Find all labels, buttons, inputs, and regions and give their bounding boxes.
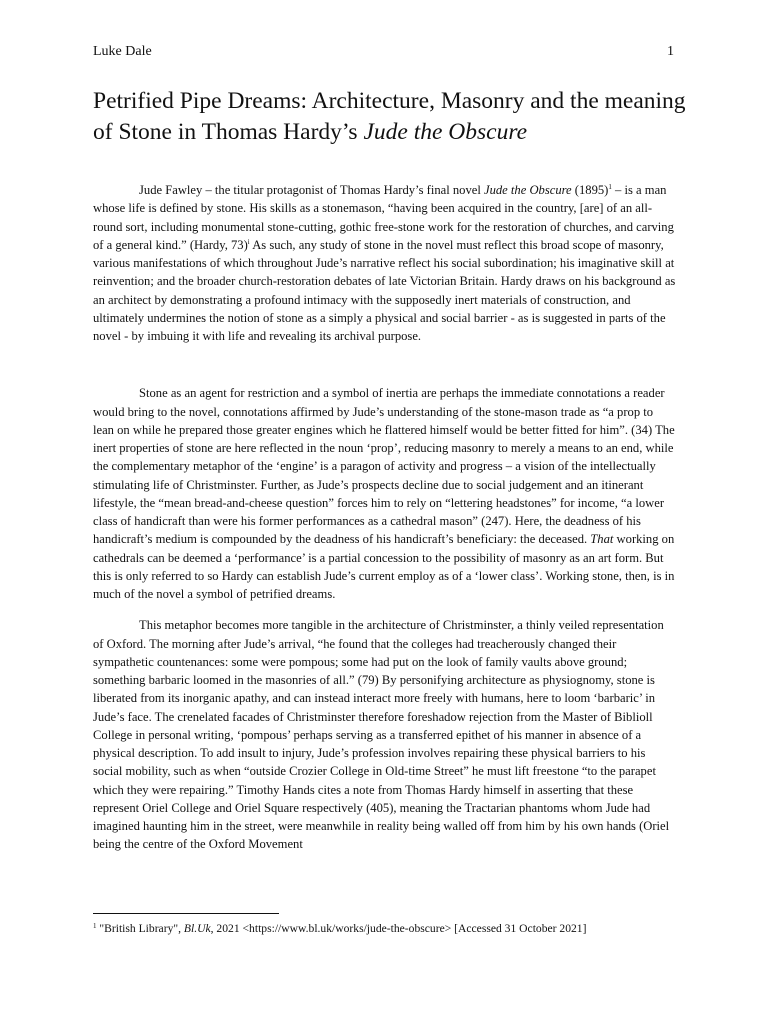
- p2-text-b: working on cathedrals can be deemed a ‘performance’ is a partial concession to the possibility of masonry as an art form. But this is only referred to so Hardy can establish Jude’s current employ as of a ‘lower class’. Working stone, then, is in much of the novel a symbol of petrified dreams.: [93, 532, 675, 601]
- p2-italic: That: [590, 532, 614, 547]
- footnote-text-a: "British Library",: [96, 922, 184, 935]
- title-italic: Jude the Obscure: [363, 119, 528, 145]
- p1-text-a: Jude Fawley – the titular protagonist of Thomas Hardy’s final novel: [139, 183, 484, 197]
- footnote-text-b: , 2021 <https://www.bl.uk/works/jude-the-obscure> [Accessed 31 October 2021]: [210, 922, 587, 935]
- p1-text-c: – is a man whose life is defined by stone. His skills as a stonemason, “having been acquired in the country, [are] of an all-round sort, including monumental stone-cutting, gothic free-stone work for the restoration of churches, and carving of a general kind.” (Hardy, 73): [93, 183, 674, 252]
- footnote: [93, 921, 693, 937]
- p2-text-a: Stone as an agent for restriction and a symbol of inertia are perhaps the immediate connotations a reader would bring to the novel, connotations affirmed by Jude’s understanding of the stone-mason trade as “a prop to lean on while he prepared those greater engines which he flattered himself would be better fitted for him”. (34) The inert properties of stone are here reflected in the noun ‘prop’, reducing masonry to merely a means to an end, while the complementary metaphor of the ‘engine’ is a paragon of activity and progress – a vision of the intellectually stimulating life of Christminster. Further, as Jude’s prospects decline due to social judgement and an itinerant lifestyle, the “mean bread-and-cheese question” forces him to rely on “lettering headstones” for income, “a lower class of handicraft than were his former performances as a cathedral mason” (247). Here, the deadness of his handicraft’s medium is compounded by the deadness of his handicraft’s beneficiary: the deceased.: [93, 386, 675, 547]
- footnote-number: 1: [93, 922, 97, 930]
- footnote-divider: [93, 913, 279, 914]
- header-author: Luke Dale: [93, 44, 152, 59]
- footnote-italic: Bl.Uk: [183, 922, 211, 935]
- p1-text-b: (1895): [571, 183, 609, 197]
- p1-italic: Jude the Obscure: [483, 183, 572, 197]
- footnote-ref-1[interactable]: 1: [608, 183, 612, 191]
- p1-text-d: As such, any study of stone in the novel must reflect this broad scope of masonry, various manifestations of which throughout Jude’s narrative reflect his social subordination; his imaginative skill at reinvention; and the broader church-restoration debates of late Victorian Britain. Hardy draws on his background as an architect by demonstrating a profound intimacy with the supposedly inert materials of construction, and ultimately undermines the notion of stone as a simply a physical and social barrier - as is suggested in parts of the novel - by imbuing it with life and revealing its archival purpose.: [93, 237, 676, 343]
- paragraph-2: [93, 384, 676, 603]
- paragraph-1: [93, 181, 676, 345]
- title-main: Petrified Pipe Dreams: Architecture, Masonry and the meaning of Stone in Thomas Hardy’s: [93, 88, 686, 145]
- body-text: [93, 181, 676, 854]
- paragraph-3: This metaphor becomes more tangible in the architecture of Christminster, a thinly veiled representation of Oxford. The morning after Jude’s arrival, “he found that the colleges had treacherously changed their sympathetic countenances: some were pompous; some had put on the look of family vaults above ground; something barbaric loomed in the masonries of all.” (79) By personifying architecture as physiognomy, stone is liberated from its inorganic apathy, and can instead interact more freely with humans, here to loom ‘barbaric’ in Jude’s face. The crenelated facades of Christminster therefore foreshadow rejection from the Master of Biblioll College in personal writing, ‘pompous’ perhaps serving as a transferred epithet of his manner in absence of a physical description. To add insult to injury, Jude’s profession involves repairing these physical barriers to his social mobility, such as when “outside Crozier College in Old-time Street” he must lift freestone “to the parapet which they were repairing.” Timothy Hands cites a note from Thomas Hardy himself in asserting that these represent Oriel College and Oriel Square respectively (405), meaning the Tractarian phantoms whom Jude had imagined haunting him in the street, were meanwhile in reality being walled off from him by his own hands (Oriel being the centre of the Oxford Movement: [93, 618, 670, 852]
- endnote-ref-i[interactable]: i: [247, 237, 250, 246]
- page-title: [93, 86, 693, 148]
- page-number: 1: [667, 44, 674, 59]
